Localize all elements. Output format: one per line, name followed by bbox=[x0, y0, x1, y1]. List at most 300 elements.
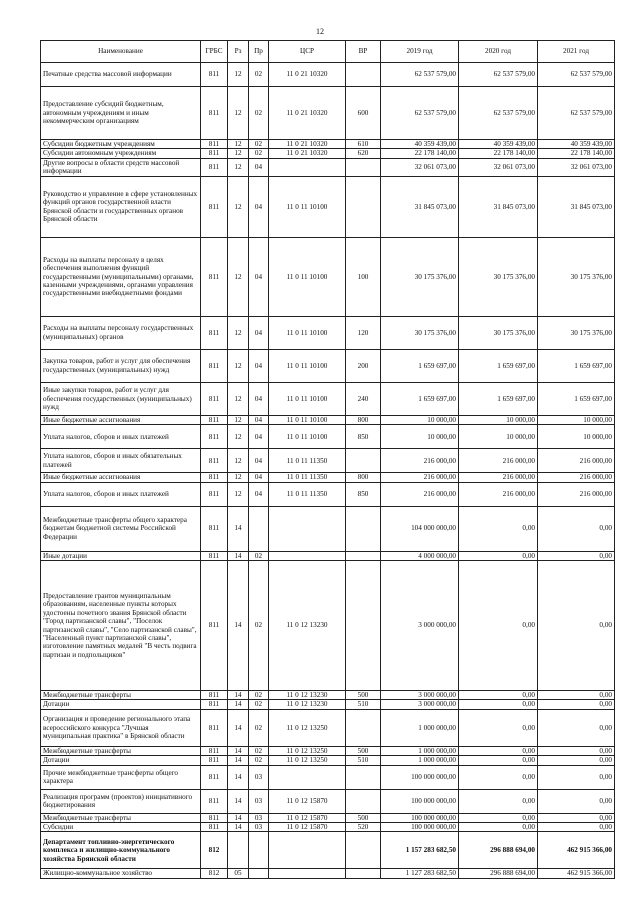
row-2019: 32 061 073,00 bbox=[381, 158, 459, 176]
row-grbs: 811 bbox=[201, 709, 228, 746]
row-rz: 12 bbox=[228, 415, 249, 424]
row-2019: 216 000,00 bbox=[381, 449, 459, 473]
row-grbs: 811 bbox=[201, 316, 228, 349]
row-name: Субсидии bbox=[41, 823, 201, 832]
budget-table bbox=[40, 40, 615, 879]
row-vr bbox=[346, 561, 381, 691]
row-csr: 11 0 12 13230 bbox=[269, 700, 346, 709]
row-vr bbox=[346, 832, 381, 869]
row-csr: 11 0 11 11350 bbox=[269, 449, 346, 473]
row-pr: 03 bbox=[249, 823, 269, 832]
row-2021: 32 061 073,00 bbox=[538, 158, 615, 176]
row-pr: 02 bbox=[249, 746, 269, 755]
row-rz: 14 bbox=[228, 756, 249, 765]
row-2021: 462 915 366,00 bbox=[538, 869, 615, 878]
row-rz: 12 bbox=[228, 237, 249, 316]
row-grbs: 811 bbox=[201, 506, 228, 551]
row-2019: 216 000,00 bbox=[381, 473, 459, 482]
row-rz: 14 bbox=[228, 506, 249, 551]
row-name: Расходы на выплаты персоналу в целях обеспечения выполнения функций государственными (муниципальными) органами, казенными учреждениями, органами управления государственными внебюджетными фондами bbox=[41, 237, 201, 316]
row-name: Предоставление грантов муниципальным образованиям, населенные пункты которых удостоены почетного звания Брянской области "Город партизанской славы", "Поселок партизанской славы", "Село партизанской славы", "Населенный пункт партизанской славы", изготовление памятных медалей "В честь подвига партизан и подпольщиков" bbox=[41, 561, 201, 691]
row-name: Реализация программ (проектов) инициативного бюджетирования bbox=[41, 789, 201, 813]
row-2019: 10 000,00 bbox=[381, 425, 459, 449]
row-2020: 0,00 bbox=[459, 506, 538, 551]
row-pr: 02 bbox=[249, 756, 269, 765]
row-2019: 1 659 697,00 bbox=[381, 349, 459, 382]
row-vr: 510 bbox=[346, 756, 381, 765]
row-vr bbox=[346, 709, 381, 746]
row-2019: 1 659 697,00 bbox=[381, 382, 459, 415]
row-name: Уплата налогов, сборов и иных платежей bbox=[41, 482, 201, 506]
row-grbs: 811 bbox=[201, 765, 228, 789]
row-name: Предоставление субсидий бюджетным, автономным учреждениям и иным некоммерческим организациям bbox=[41, 87, 201, 140]
row-grbs: 811 bbox=[201, 237, 228, 316]
row-pr: 04 bbox=[249, 482, 269, 506]
row-2019: 3 000 000,00 bbox=[381, 700, 459, 709]
row-rz: 12 bbox=[228, 140, 249, 149]
table-row bbox=[41, 709, 615, 746]
row-2020: 0,00 bbox=[459, 709, 538, 746]
row-vr: 120 bbox=[346, 316, 381, 349]
row-csr bbox=[269, 869, 346, 878]
row-pr: 03 bbox=[249, 813, 269, 822]
row-csr bbox=[269, 551, 346, 560]
row-2019: 100 000 000,00 bbox=[381, 765, 459, 789]
row-pr: 04 bbox=[249, 473, 269, 482]
row-grbs: 811 bbox=[201, 691, 228, 700]
row-2021: 10 000,00 bbox=[538, 425, 615, 449]
row-2021: 0,00 bbox=[538, 756, 615, 765]
row-2019: 40 359 439,00 bbox=[381, 140, 459, 149]
row-pr bbox=[249, 832, 269, 869]
row-rz: 14 bbox=[228, 765, 249, 789]
table-row bbox=[41, 473, 615, 482]
row-2020: 10 000,00 bbox=[459, 425, 538, 449]
row-2019: 1 000 000,00 bbox=[381, 709, 459, 746]
row-2019: 3 000 000,00 bbox=[381, 561, 459, 691]
row-2019: 104 000 000,00 bbox=[381, 506, 459, 551]
row-grbs: 811 bbox=[201, 149, 228, 158]
header-grbs: ГРБС bbox=[201, 41, 228, 63]
row-rz: 14 bbox=[228, 823, 249, 832]
row-csr: 11 0 21 10320 bbox=[269, 149, 346, 158]
row-2020: 1 659 697,00 bbox=[459, 349, 538, 382]
table-row bbox=[41, 765, 615, 789]
row-csr: 11 0 11 10100 bbox=[269, 349, 346, 382]
row-2019: 1 000 000,00 bbox=[381, 756, 459, 765]
row-rz: 12 bbox=[228, 87, 249, 140]
row-grbs: 811 bbox=[201, 349, 228, 382]
row-2020: 0,00 bbox=[459, 789, 538, 813]
row-csr bbox=[269, 158, 346, 176]
table-row bbox=[41, 789, 615, 813]
row-pr bbox=[249, 869, 269, 878]
row-name: Организация и проведение регионального этапа всероссийского конкурса "Лучшая муниципальная практика" в Брянской области bbox=[41, 709, 201, 746]
row-2019: 100 000 000,00 bbox=[381, 813, 459, 822]
table-row bbox=[41, 506, 615, 551]
row-grbs: 811 bbox=[201, 756, 228, 765]
row-2020: 0,00 bbox=[459, 561, 538, 691]
row-pr: 02 bbox=[249, 149, 269, 158]
row-grbs: 811 bbox=[201, 561, 228, 691]
row-grbs: 811 bbox=[201, 789, 228, 813]
row-vr: 200 bbox=[346, 349, 381, 382]
header-csr: ЦСР bbox=[269, 41, 346, 63]
row-grbs: 811 bbox=[201, 63, 228, 87]
row-name: Межбюджетные трансферты bbox=[41, 691, 201, 700]
row-name: Уплата налогов, сборов и иных платежей bbox=[41, 425, 201, 449]
row-csr: 11 0 11 10100 bbox=[269, 237, 346, 316]
row-2020: 0,00 bbox=[459, 700, 538, 709]
row-pr: 03 bbox=[249, 765, 269, 789]
row-2019: 30 175 376,00 bbox=[381, 237, 459, 316]
row-2021: 462 915 366,00 bbox=[538, 832, 615, 869]
row-rz: 14 bbox=[228, 789, 249, 813]
row-rz bbox=[228, 832, 249, 869]
row-2019: 62 537 579,00 bbox=[381, 63, 459, 87]
table-row bbox=[41, 823, 615, 832]
row-2019: 4 000 000,00 bbox=[381, 551, 459, 560]
row-rz: 12 bbox=[228, 316, 249, 349]
row-2021: 31 845 073,00 bbox=[538, 176, 615, 237]
row-vr bbox=[346, 506, 381, 551]
row-2019: 62 537 579,00 bbox=[381, 87, 459, 140]
row-2021: 30 175 376,00 bbox=[538, 237, 615, 316]
row-rz: 14 bbox=[228, 551, 249, 560]
row-rz: 12 bbox=[228, 449, 249, 473]
row-pr: 04 bbox=[249, 349, 269, 382]
row-vr bbox=[346, 789, 381, 813]
page-number: 12 bbox=[316, 27, 324, 36]
row-name: Жилищно-коммунальное хозяйство bbox=[41, 869, 201, 878]
row-vr: 600 bbox=[346, 87, 381, 140]
row-2020: 40 359 439,00 bbox=[459, 140, 538, 149]
row-name: Межбюджетные трансферты bbox=[41, 813, 201, 822]
row-pr: 04 bbox=[249, 415, 269, 424]
row-rz: 14 bbox=[228, 709, 249, 746]
row-2020: 31 845 073,00 bbox=[459, 176, 538, 237]
row-2021: 0,00 bbox=[538, 813, 615, 822]
row-csr: 11 0 12 13230 bbox=[269, 691, 346, 700]
row-2021: 216 000,00 bbox=[538, 449, 615, 473]
row-name: Иные бюджетные ассигнования bbox=[41, 415, 201, 424]
row-2020: 296 888 694,00 bbox=[459, 832, 538, 869]
row-pr bbox=[249, 506, 269, 551]
row-rz: 14 bbox=[228, 691, 249, 700]
row-grbs: 811 bbox=[201, 87, 228, 140]
row-vr: 520 bbox=[346, 823, 381, 832]
row-rz: 12 bbox=[228, 349, 249, 382]
row-name: Уплата налогов, сборов и иных обязательных платежей bbox=[41, 449, 201, 473]
row-grbs: 811 bbox=[201, 482, 228, 506]
row-pr: 02 bbox=[249, 691, 269, 700]
row-2020: 0,00 bbox=[459, 813, 538, 822]
row-vr bbox=[346, 176, 381, 237]
header-name: Наименование bbox=[41, 41, 201, 63]
table-row bbox=[41, 415, 615, 424]
table-row bbox=[41, 63, 615, 87]
row-2020: 216 000,00 bbox=[459, 473, 538, 482]
row-2021: 0,00 bbox=[538, 765, 615, 789]
row-2021: 62 537 579,00 bbox=[538, 63, 615, 87]
row-pr: 02 bbox=[249, 709, 269, 746]
row-rz: 14 bbox=[228, 700, 249, 709]
row-vr: 500 bbox=[346, 813, 381, 822]
row-2019: 100 000 000,00 bbox=[381, 823, 459, 832]
row-vr bbox=[346, 449, 381, 473]
row-name: Расходы на выплаты персоналу государственных (муниципальных) органов bbox=[41, 316, 201, 349]
row-vr: 620 bbox=[346, 149, 381, 158]
row-vr: 610 bbox=[346, 140, 381, 149]
table-row bbox=[41, 425, 615, 449]
row-rz: 12 bbox=[228, 158, 249, 176]
row-rz: 14 bbox=[228, 561, 249, 691]
row-2021: 0,00 bbox=[538, 789, 615, 813]
row-csr: 11 0 11 10100 bbox=[269, 415, 346, 424]
row-2020: 0,00 bbox=[459, 691, 538, 700]
row-name: Руководство и управление в сфере установленных функций органов государственной власти Брянской области и государственных органов Брянской области bbox=[41, 176, 201, 237]
table-row bbox=[41, 561, 615, 691]
row-pr: 02 bbox=[249, 87, 269, 140]
row-2020: 32 061 073,00 bbox=[459, 158, 538, 176]
row-2020: 1 659 697,00 bbox=[459, 382, 538, 415]
row-2021: 216 000,00 bbox=[538, 473, 615, 482]
table-row bbox=[41, 482, 615, 506]
row-grbs: 811 bbox=[201, 140, 228, 149]
row-name: Прочие межбюджетные трансферты общего характера bbox=[41, 765, 201, 789]
header-2020: 2020 год bbox=[459, 41, 538, 63]
row-2020: 30 175 376,00 bbox=[459, 237, 538, 316]
row-vr: 100 bbox=[346, 237, 381, 316]
row-pr: 04 bbox=[249, 449, 269, 473]
row-pr: 02 bbox=[249, 63, 269, 87]
row-name: Субсидии бюджетным учреждениям bbox=[41, 140, 201, 149]
row-rz: 12 bbox=[228, 473, 249, 482]
row-grbs: 811 bbox=[201, 382, 228, 415]
row-csr: 11 0 11 10100 bbox=[269, 382, 346, 415]
row-csr: 11 0 12 13230 bbox=[269, 561, 346, 691]
row-rz: 12 bbox=[228, 149, 249, 158]
table-row bbox=[41, 149, 615, 158]
table-header-row bbox=[41, 41, 615, 63]
row-csr: 11 0 12 15870 bbox=[269, 813, 346, 822]
header-vr: ВР bbox=[346, 41, 381, 63]
row-vr: 850 bbox=[346, 482, 381, 506]
row-csr: 11 0 21 10320 bbox=[269, 140, 346, 149]
row-pr: 04 bbox=[249, 237, 269, 316]
row-2019: 216 000,00 bbox=[381, 482, 459, 506]
row-2021: 216 000,00 bbox=[538, 482, 615, 506]
row-2021: 40 359 439,00 bbox=[538, 140, 615, 149]
row-pr: 02 bbox=[249, 551, 269, 560]
table-row bbox=[41, 158, 615, 176]
row-csr: 11 0 12 15870 bbox=[269, 823, 346, 832]
row-csr: 11 0 12 13250 bbox=[269, 709, 346, 746]
row-vr: 500 bbox=[346, 746, 381, 755]
row-2020: 10 000,00 bbox=[459, 415, 538, 424]
table-row bbox=[41, 551, 615, 560]
table-row bbox=[41, 746, 615, 755]
row-2020: 216 000,00 bbox=[459, 482, 538, 506]
row-csr: 11 0 21 10320 bbox=[269, 63, 346, 87]
row-vr bbox=[346, 765, 381, 789]
row-vr bbox=[346, 158, 381, 176]
row-grbs: 812 bbox=[201, 869, 228, 878]
row-name: Межбюджетные трансферты общего характера бюджетам бюджетной системы Российской Федерации bbox=[41, 506, 201, 551]
row-vr bbox=[346, 63, 381, 87]
row-name: Дотации bbox=[41, 756, 201, 765]
table-row bbox=[41, 382, 615, 415]
row-pr: 02 bbox=[249, 700, 269, 709]
row-2020: 62 537 579,00 bbox=[459, 63, 538, 87]
table-row bbox=[41, 87, 615, 140]
header-pr: Пр bbox=[249, 41, 269, 63]
row-2020: 0,00 bbox=[459, 756, 538, 765]
row-grbs: 811 bbox=[201, 158, 228, 176]
row-rz: 14 bbox=[228, 746, 249, 755]
row-2020: 0,00 bbox=[459, 823, 538, 832]
row-2020: 296 888 694,00 bbox=[459, 869, 538, 878]
row-2021: 22 178 140,00 bbox=[538, 149, 615, 158]
row-2019: 10 000,00 bbox=[381, 415, 459, 424]
row-2020: 30 175 376,00 bbox=[459, 316, 538, 349]
row-grbs: 812 bbox=[201, 832, 228, 869]
row-vr bbox=[346, 869, 381, 878]
row-vr: 850 bbox=[346, 425, 381, 449]
row-name: Межбюджетные трансферты bbox=[41, 746, 201, 755]
row-2019: 100 000 000,00 bbox=[381, 789, 459, 813]
row-csr: 11 0 11 11350 bbox=[269, 482, 346, 506]
row-csr: 11 0 11 11350 bbox=[269, 473, 346, 482]
row-2021: 10 000,00 bbox=[538, 415, 615, 424]
table-row bbox=[41, 813, 615, 822]
row-grbs: 811 bbox=[201, 746, 228, 755]
row-name: Закупка товаров, работ и услуг для обеспечения государственных (муниципальных) нужд bbox=[41, 349, 201, 382]
row-csr: 11 0 11 10100 bbox=[269, 316, 346, 349]
table-row bbox=[41, 449, 615, 473]
header-rz: Рз bbox=[228, 41, 249, 63]
row-vr: 510 bbox=[346, 700, 381, 709]
row-csr bbox=[269, 832, 346, 869]
row-2021: 0,00 bbox=[538, 823, 615, 832]
row-grbs: 811 bbox=[201, 473, 228, 482]
row-2019: 30 175 376,00 bbox=[381, 316, 459, 349]
row-rz: 05 bbox=[228, 869, 249, 878]
table-row bbox=[41, 316, 615, 349]
row-name: Дотации bbox=[41, 700, 201, 709]
row-pr: 03 bbox=[249, 789, 269, 813]
row-csr: 11 0 11 10100 bbox=[269, 425, 346, 449]
row-2021: 0,00 bbox=[538, 561, 615, 691]
row-name: Другие вопросы в области средств массовой информации bbox=[41, 158, 201, 176]
row-pr: 04 bbox=[249, 176, 269, 237]
row-vr: 240 bbox=[346, 382, 381, 415]
row-name: Иные закупки товаров, работ и услуг для обеспечения государственных (муниципальных) нужд bbox=[41, 382, 201, 415]
row-2020: 62 537 579,00 bbox=[459, 87, 538, 140]
row-2019: 31 845 073,00 bbox=[381, 176, 459, 237]
row-2020: 22 178 140,00 bbox=[459, 149, 538, 158]
row-2021: 30 175 376,00 bbox=[538, 316, 615, 349]
row-vr: 800 bbox=[346, 415, 381, 424]
row-pr: 04 bbox=[249, 425, 269, 449]
row-name: Иные дотации bbox=[41, 551, 201, 560]
row-2020: 0,00 bbox=[459, 765, 538, 789]
table-row bbox=[41, 349, 615, 382]
row-csr: 11 0 12 15870 bbox=[269, 789, 346, 813]
row-2021: 0,00 bbox=[538, 700, 615, 709]
row-pr: 04 bbox=[249, 316, 269, 349]
row-name: Субсидии автономным учреждениям bbox=[41, 149, 201, 158]
row-pr: 02 bbox=[249, 561, 269, 691]
table-body bbox=[41, 63, 615, 879]
row-2019: 1 157 283 682,50 bbox=[381, 832, 459, 869]
row-vr: 500 bbox=[346, 691, 381, 700]
table-row bbox=[41, 237, 615, 316]
table-row bbox=[41, 140, 615, 149]
row-name: Печатные средства массовой информации bbox=[41, 63, 201, 87]
header-2021: 2021 год bbox=[538, 41, 615, 63]
row-csr bbox=[269, 506, 346, 551]
row-vr bbox=[346, 551, 381, 560]
row-2021: 0,00 bbox=[538, 506, 615, 551]
row-grbs: 811 bbox=[201, 551, 228, 560]
table-row bbox=[41, 176, 615, 237]
table-row bbox=[41, 691, 615, 700]
row-grbs: 811 bbox=[201, 449, 228, 473]
row-2021: 0,00 bbox=[538, 691, 615, 700]
row-rz: 12 bbox=[228, 482, 249, 506]
row-2020: 0,00 bbox=[459, 746, 538, 755]
row-grbs: 811 bbox=[201, 425, 228, 449]
row-2020: 0,00 bbox=[459, 551, 538, 560]
row-csr: 11 0 11 10100 bbox=[269, 176, 346, 237]
row-2019: 1 127 283 682,50 bbox=[381, 869, 459, 878]
table-row bbox=[41, 756, 615, 765]
row-2021: 62 537 579,00 bbox=[538, 87, 615, 140]
row-2021: 1 659 697,00 bbox=[538, 382, 615, 415]
row-rz: 14 bbox=[228, 813, 249, 822]
table-row bbox=[41, 869, 615, 878]
row-csr: 11 0 12 13250 bbox=[269, 756, 346, 765]
table-row bbox=[41, 832, 615, 869]
row-grbs: 811 bbox=[201, 415, 228, 424]
row-2019: 1 000 000,00 bbox=[381, 746, 459, 755]
row-rz: 12 bbox=[228, 382, 249, 415]
row-rz: 12 bbox=[228, 176, 249, 237]
row-pr: 04 bbox=[249, 382, 269, 415]
row-2020: 216 000,00 bbox=[459, 449, 538, 473]
row-grbs: 811 bbox=[201, 176, 228, 237]
row-2019: 3 000 000,00 bbox=[381, 691, 459, 700]
row-grbs: 811 bbox=[201, 700, 228, 709]
row-name: Иные бюджетные ассигнования bbox=[41, 473, 201, 482]
row-2021: 0,00 bbox=[538, 746, 615, 755]
row-2021: 0,00 bbox=[538, 551, 615, 560]
row-pr: 04 bbox=[249, 158, 269, 176]
row-rz: 12 bbox=[228, 63, 249, 87]
row-grbs: 811 bbox=[201, 823, 228, 832]
row-csr: 11 0 21 10320 bbox=[269, 87, 346, 140]
row-pr: 02 bbox=[249, 140, 269, 149]
row-2021: 1 659 697,00 bbox=[538, 349, 615, 382]
row-grbs: 811 bbox=[201, 813, 228, 822]
header-2019: 2019 год bbox=[381, 41, 459, 63]
row-csr bbox=[269, 765, 346, 789]
row-vr: 800 bbox=[346, 473, 381, 482]
row-name: Департамент топливно-энергетического комплекса и жилищно-коммунального хозяйства Брянской области bbox=[41, 832, 201, 869]
row-csr: 11 0 12 13250 bbox=[269, 746, 346, 755]
table-row bbox=[41, 700, 615, 709]
